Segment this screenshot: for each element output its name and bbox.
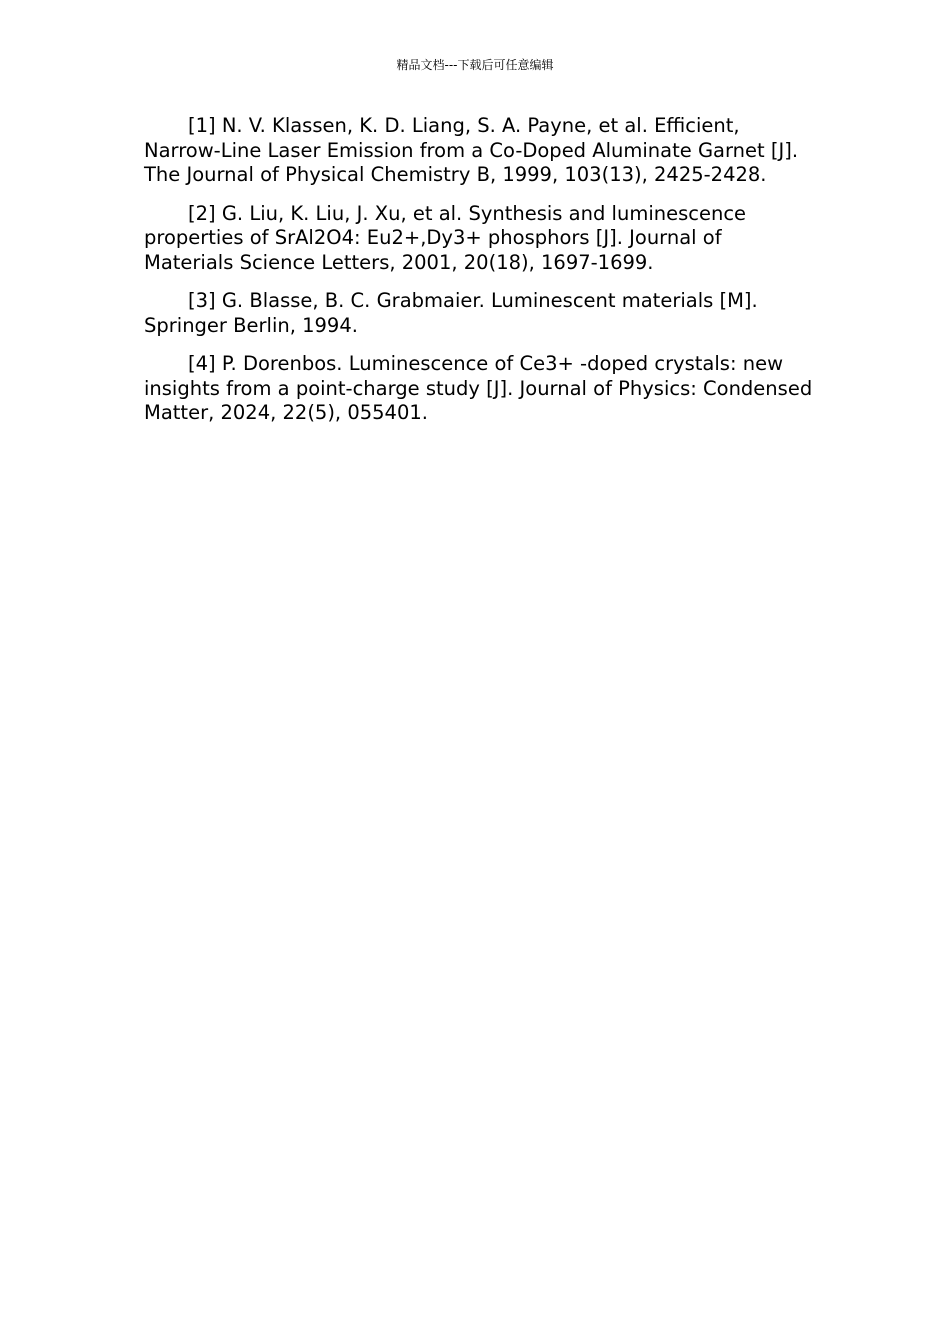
reference-item-4: [4] P. Dorenbos. Luminescence of Ce3+ -doped crystals: new insights from a point-charge study [J]. Journal of Physics: Condensed Matter, 2024, 22(5), 055401. xyxy=(144,352,813,424)
header-watermark-text: 精品文档---下载后可任意编辑 xyxy=(396,58,554,72)
page-header xyxy=(0,57,950,73)
reference-item-1: [1] N. V. Klassen, K. D. Liang, S. A. Payne, et al. Efficient, Narrow-Line Laser Emission from a Co-Doped Aluminate Garnet [J]. The Journal of Physical Chemistry B, 1999, 103(13), 2425-2428. xyxy=(144,114,799,186)
reference-item-2: [2] G. Liu, K. Liu, J. Xu, et al. Synthesis and luminescence properties of SrAl2O4: Eu2+,Dy3+ phosphors [J]. Journal of Materials Science Letters, 2001, 20(18), 1697-1699. xyxy=(144,201,747,274)
reference-item-3: [3] G. Blasse, B. C. Grabmaier. Luminescent materials [M]. Springer Berlin, 1994. xyxy=(144,289,758,337)
reference-list xyxy=(144,114,816,440)
